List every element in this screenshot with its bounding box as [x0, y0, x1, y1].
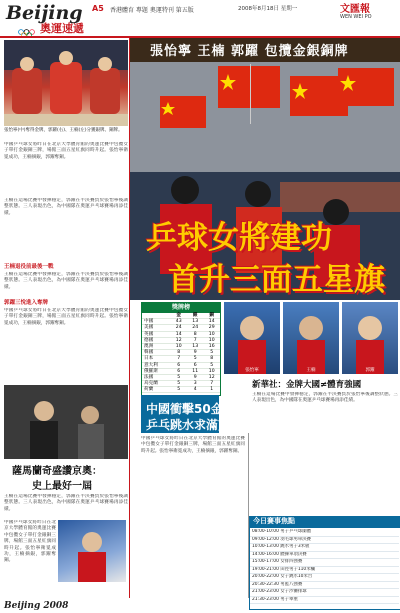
medal-count: 24	[175, 325, 182, 331]
medal-count: 5	[210, 362, 214, 368]
portrait-name: 張怡寧	[245, 368, 259, 373]
medal-count: 7	[177, 356, 181, 362]
medal-header-silver: 銀	[192, 313, 198, 318]
schedule-row: 20:00-22:00 女子跳水10米台	[250, 574, 399, 582]
medal-count: 24	[192, 325, 199, 331]
beijing-logo: Beijing	[6, 2, 83, 24]
medal-count: 8	[193, 331, 197, 337]
medal-count: 13	[192, 319, 199, 325]
medal-header-gold: 金	[176, 313, 181, 318]
medal-count: 12	[208, 374, 215, 380]
medal-count: 7	[210, 381, 214, 387]
samaranch-headline-2: 史上最好一屆	[32, 481, 92, 492]
newspaper-brand-en: WEN WEI PO	[340, 14, 372, 20]
body-text-3: 中國乒乓球女將昨日在北京大學體育館的奧運比賽中包攬女子單打金銀銅三牌，場館三面五星紅旗同時升起。張怡寧衛冕成功，王楠摘銀，郭躍奪銅。	[4, 308, 128, 326]
medal-count: 8	[177, 350, 181, 356]
medalists-photo	[4, 40, 128, 126]
medal-table-body	[142, 319, 220, 393]
medal-table-row	[142, 387, 220, 393]
medal-country: 日本	[144, 356, 154, 362]
body-text-2: 王楠在這場比賽中發揮穩定，郭躍在半決賽負於張怡寧後調整狀態。三人表現出色，為中國隊在奧運乒乓球賽場再添佳績。	[4, 272, 128, 290]
medal-country: 意大利	[144, 362, 158, 368]
schedule-row: 19:00-21:00 田徑男子110米欄	[250, 567, 399, 575]
medal-country: 荷蘭	[144, 387, 154, 393]
medal-country: 英國	[144, 331, 154, 337]
portrait-wang	[283, 302, 339, 374]
china50-headline-2: 乒乓跳水求滿貫	[146, 418, 231, 432]
medal-table-title: 獎牌榜	[142, 303, 220, 313]
medal-count: 5	[177, 374, 181, 380]
medal-count: 3	[193, 381, 197, 387]
medal-country: 美國	[144, 325, 154, 331]
schedule-row: 10:00-13:00 跳水男子3米板	[250, 544, 399, 552]
portrait-name: 王楠	[306, 368, 316, 373]
medal-country: 澳洲	[144, 343, 154, 349]
medal-country: 韓國	[144, 350, 154, 356]
medal-count: 9	[193, 374, 197, 380]
logo-subtitle: 奧運速遞	[40, 22, 84, 35]
subheading-guoyue: 郭躍三悅進入奪牌	[4, 300, 49, 306]
medal-count: 5	[210, 350, 214, 356]
medal-count: 10	[208, 337, 215, 343]
portrait-name: 郭躍	[365, 368, 375, 373]
schedule-row: 14:00-16:00 體操單項決賽	[250, 552, 399, 560]
athlete-photo	[58, 520, 126, 582]
samaranch-headline-1: 薩馬蘭奇盛讚京奧：	[12, 466, 102, 477]
schedule-row: 15:00-17:00 女排四強賽	[250, 559, 399, 567]
samaranch-photo	[4, 385, 128, 459]
medal-count: 5	[177, 387, 181, 393]
schedule-title-text: 今日賽事焦點	[253, 517, 295, 525]
olympic-rings-icon	[18, 24, 38, 34]
schedule-title	[249, 516, 400, 528]
main-headline-line2: 首升三面五星旗	[168, 262, 385, 298]
schedule-row: 08:00-10:00 男子乒乓球團體	[250, 529, 399, 537]
page-number: A5	[92, 4, 104, 13]
portrait-strip	[222, 302, 400, 374]
medal-count: 9	[193, 350, 197, 356]
schedule-row: 20:30-22:30 男籃八強賽	[250, 582, 399, 590]
main-headline-line1: 乒球女將建功	[146, 220, 332, 256]
medal-count: 10	[208, 368, 215, 374]
china50-text: 中國乒乓球女將昨日在北京大學體育館的奧運比賽中包攬女子單打金銀銅三牌，場館三面五星紅旗同時升起。張怡寧衛冕成功，王楠摘銀，郭躍奪銅。	[141, 436, 245, 454]
medal-count: 43	[175, 319, 182, 325]
medal-count: 13	[192, 343, 199, 349]
schedule-list	[250, 529, 399, 604]
medal-country: 中國	[144, 319, 154, 325]
medal-count: 11	[192, 368, 199, 374]
medal-country: 德國	[144, 337, 154, 343]
schedule-row: 21:00-23:00 女子沙灘排球	[250, 589, 399, 597]
banner-text: 張怡寧 王楠 郭躍 包攬金銀銅牌	[150, 44, 349, 59]
medal-country: 俄羅斯	[144, 368, 158, 374]
medal-count: 6	[177, 362, 181, 368]
schedule-row: 21:30-23:00 男子舉重	[250, 597, 399, 605]
medal-count: 8	[210, 356, 214, 362]
bottom-left-text: 中國乒乓球女將昨日在北京大學體育館的奧運比賽中包攬女子單打金銀銅三牌，場館三面五星紅旗同時升起。張怡寧衛冕成功，王楠摘銀，郭躍奪銅。	[4, 520, 56, 564]
medal-country: 烏克蘭	[144, 381, 158, 387]
photo-caption: 張怡寧(中)奪得金牌，郭躍(右)、王楠(左)分獲銀牌、銅牌。	[4, 128, 123, 133]
medal-count: 6	[193, 362, 197, 368]
china50-headline-1: 中國衝擊50金	[146, 402, 223, 416]
medal-country: 法國	[144, 374, 154, 380]
subheading-wangnan: 王楠退役前最後一戰	[4, 264, 54, 270]
medal-header-bronze: 銅	[209, 313, 215, 318]
medal-table	[141, 302, 221, 396]
footer-logo: Beijing 2008	[4, 601, 69, 611]
medal-count: 5	[177, 381, 181, 387]
schedule-row: 09:00-12:00 羽毛球男單決賽	[250, 537, 399, 545]
xinhua-headline: 新華社：金牌大國≠體育強國	[252, 380, 362, 390]
portrait-zhang	[224, 302, 280, 374]
medal-count: 10	[175, 343, 182, 349]
medal-count: 12	[175, 337, 182, 343]
medal-header-country	[142, 313, 170, 318]
intro-text: 中國乒乓球女將昨日在北京大學體育館的奧運比賽中包攬女子單打金銀銅三牌，場館三面五星紅旗同時升起。張怡寧衛冕成功，王楠摘銀，郭躍奪銅。	[4, 142, 128, 160]
samaranch-text: 王楠在這場比賽中發揮穩定，郭躍在半決賽負於張怡寧後調整狀態。三人表現出色，為中國隊在奧運乒乓球賽場再添佳績。	[4, 494, 128, 512]
portrait-guo	[342, 302, 398, 374]
medal-count: 4	[193, 387, 197, 393]
xinhua-text: 王楠在這場比賽中發揮穩定，郭躍在半決賽負於張怡寧後調整狀態。三人表現出色，為中國隊在奧運乒乓球賽場再添佳績。	[252, 392, 398, 404]
medal-count: 5	[193, 356, 197, 362]
medal-count: 7	[193, 337, 197, 343]
medal-count: 16	[208, 343, 215, 349]
newspaper-brand: 文匯報	[340, 4, 370, 15]
body-text: 王楠在這場比賽中發揮穩定，郭躍在半決賽負於張怡寧後調整狀態。三人表現出色，為中國隊在奧運乒乓球賽場再添佳績。	[4, 198, 128, 216]
date-line: 2008年8月18日 星期一	[238, 6, 298, 12]
medal-count: 10	[208, 331, 215, 337]
page-label: 香港體育 專題 奧運特刊 第五版	[110, 7, 194, 14]
medal-count: 29	[208, 325, 215, 331]
medal-count: 14	[208, 319, 215, 325]
medal-count: 6	[177, 368, 181, 374]
medal-count: 1	[210, 387, 214, 393]
medal-count: 14	[175, 331, 182, 337]
